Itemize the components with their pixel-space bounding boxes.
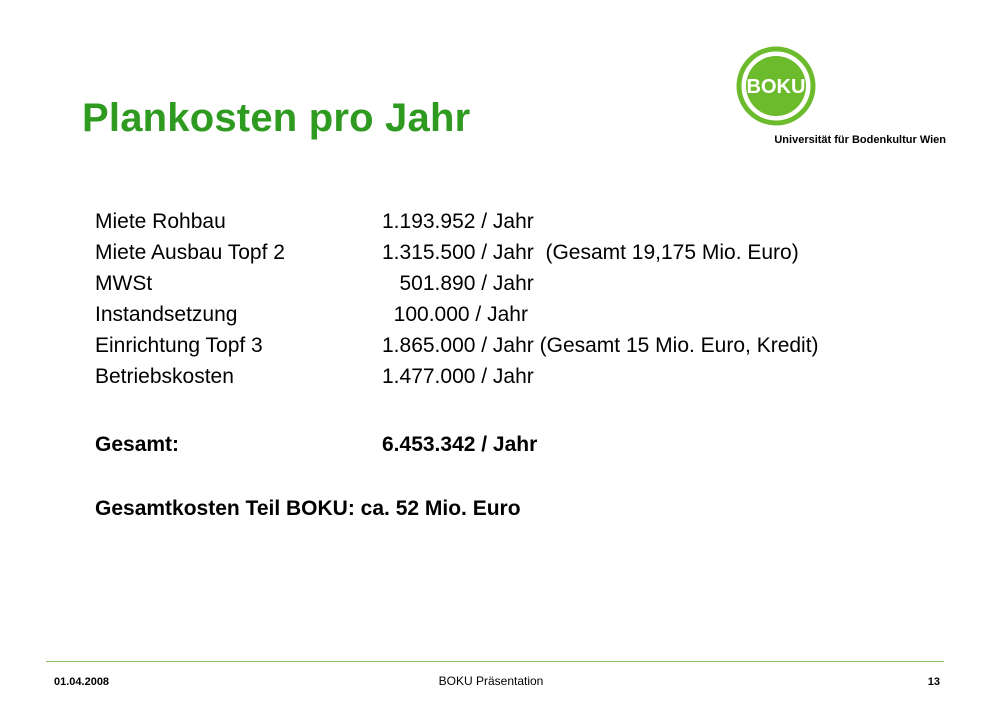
cost-label: Instandsetzung bbox=[95, 302, 238, 326]
cost-value: 501.890 / Jahr bbox=[382, 271, 534, 295]
boku-logo-text: BOKU bbox=[746, 76, 806, 98]
cost-value: 100.000 / Jahr bbox=[382, 302, 528, 326]
cost-label: MWSt bbox=[95, 271, 153, 295]
footer-presentation-name: BOKU Präsentation bbox=[438, 674, 544, 688]
cost-label: Miete Ausbau Topf 2 bbox=[95, 240, 285, 264]
footer-divider bbox=[46, 661, 944, 662]
cost-row bbox=[95, 361, 819, 392]
logo-caption: Universität für Bodenkultur Wien bbox=[774, 134, 946, 146]
cost-row bbox=[95, 330, 819, 361]
total-row bbox=[95, 433, 537, 457]
page-number: 13 bbox=[927, 676, 940, 688]
slide-title: Plankosten pro Jahr bbox=[82, 96, 471, 140]
boku-logo bbox=[726, 44, 946, 154]
cost-value: 1.315.500 / Jahr (Gesamt 19,175 Mio. Euro) bbox=[382, 240, 799, 264]
cost-row bbox=[95, 299, 819, 330]
cost-list bbox=[95, 206, 819, 392]
boku-logo-icon bbox=[736, 46, 816, 126]
cost-value: 1.193.952 / Jahr bbox=[382, 209, 534, 233]
cost-value: 1.477.000 / Jahr bbox=[382, 364, 534, 388]
total-value: 6.453.342 / Jahr bbox=[382, 433, 538, 456]
cost-row bbox=[95, 206, 819, 237]
cost-label: Einrichtung Topf 3 bbox=[95, 333, 263, 357]
cost-row bbox=[95, 237, 819, 268]
total-label: Gesamt: bbox=[95, 433, 180, 456]
cost-label: Miete Rohbau bbox=[95, 209, 226, 233]
summary-line: Gesamtkosten Teil BOKU: ca. 52 Mio. Euro bbox=[95, 497, 521, 520]
cost-label: Betriebskosten bbox=[95, 364, 234, 388]
footer-date: 01.04.2008 bbox=[54, 676, 110, 688]
cost-row bbox=[95, 268, 819, 299]
cost-value: 1.865.000 / Jahr (Gesamt 15 Mio. Euro, Kredit) bbox=[382, 333, 819, 357]
